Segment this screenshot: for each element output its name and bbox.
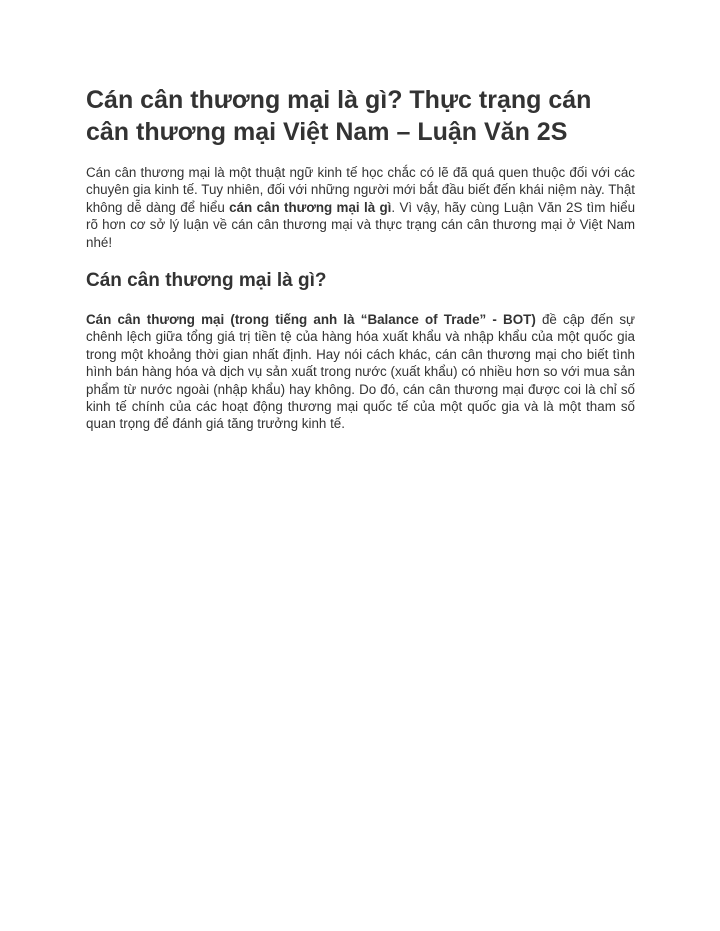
intro-paragraph [86, 164, 635, 251]
section-text: đề cập đến sự chênh lệch giữa tổng giá trị tiền tệ của hàng hóa xuất khẩu và nhập khẩu của một quốc gia trong một khoảng thời gian nhất định. Hay nói cách khác, cán cân thương mại cho biết tình hình bán hàng hóa và dịch vụ sản xuất trong nước (xuất khẩu) có nhiều hơn so với mua sản phẩm từ nước ngoài (nhập khẩu) hay không. Do đó, cán cân thương mại được coi là chỉ số kinh tế chính của các hoạt động thương mại quốc tế của một quốc gia và là một tham số quan trọng để đánh giá tăng trưởng kinh tế. [86, 312, 635, 432]
intro-text-after: . Vì vậy, hãy cùng Luận Văn 2S tìm hiểu rõ hơn cơ sở lý luận về cán cân thương mại và thực trạng cán cân thương mại ở Việt Nam nhé! [86, 199, 636, 250]
section-heading: Cán cân thương mại là gì? [86, 270, 327, 292]
intro-text-before: Cán cân thương mại là một thuật ngữ kinh tế học chắc có lẽ đã quá quen thuộc đối với các chuyên gia kinh tế. Tuy nhiên, đối với những người mới bắt đầu biết đến khái niệm này. Thật không dễ dàng để hiểu [86, 165, 635, 215]
section-bold-term: Cán cân thương mại (trong tiếng anh là “Balance of Trade” - BOT) [86, 312, 536, 328]
article-title: Cán cân thương mại là gì? Thực trạng cán cân thương mại Việt Nam – Luận Văn 2S [86, 86, 592, 146]
intro-bold-keyword: cán cân thương mại là gì [229, 199, 392, 215]
section-paragraph [86, 311, 635, 433]
document-page [86, 84, 635, 433]
